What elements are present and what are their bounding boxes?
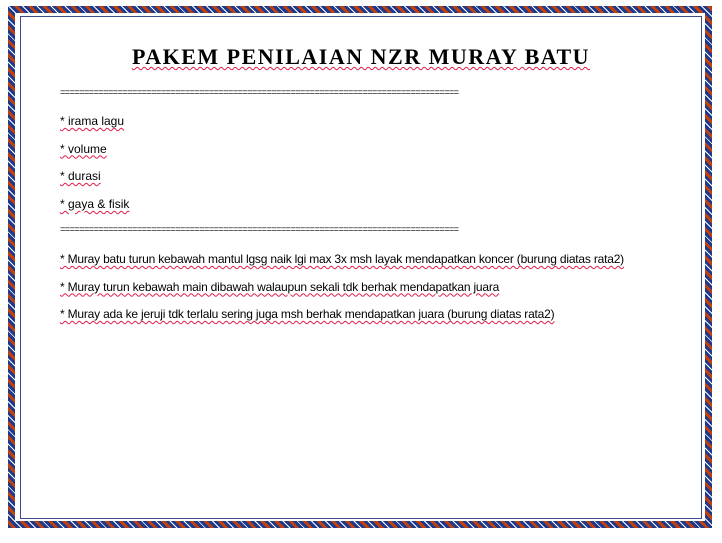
criteria-item — [60, 196, 129, 224]
criteria-item-text: * volume — [60, 141, 107, 156]
rule-item-text: * Muray batu turun kebawah mantul lgsg naik lgi max 3x msh layak mendapatkan koncer (burung diatas rata2) — [60, 252, 624, 266]
document-title-text: PAKEM PENILAIAN NZR MURAY BATU — [131, 44, 591, 69]
criteria-item-text: * irama lagu — [60, 114, 125, 128]
criteria-item-text: * gaya & fisik — [60, 196, 130, 211]
criteria-item — [60, 113, 129, 141]
rule-item-text: * Muray turun kebawah main dibawah walaupun sekali tdk berhak mendapatkan juara — [60, 279, 500, 294]
criteria-item — [60, 168, 129, 196]
rule-item — [60, 279, 624, 307]
criteria-item — [60, 141, 129, 169]
rule-item-text: * Muray ada ke jeruji tdk terlalu sering juga msh berhak mendapatkan juara (burung diatas rata2) — [60, 307, 555, 322]
rules-list — [60, 251, 624, 334]
separator-middle: =================================================================================== — [60, 225, 459, 235]
separator-top: =================================================================================== — [60, 88, 459, 98]
rule-item — [60, 251, 624, 279]
criteria-item-text: * durasi — [60, 169, 101, 184]
rule-item — [60, 306, 624, 334]
document-title — [0, 44, 722, 70]
criteria-list — [60, 113, 129, 223]
